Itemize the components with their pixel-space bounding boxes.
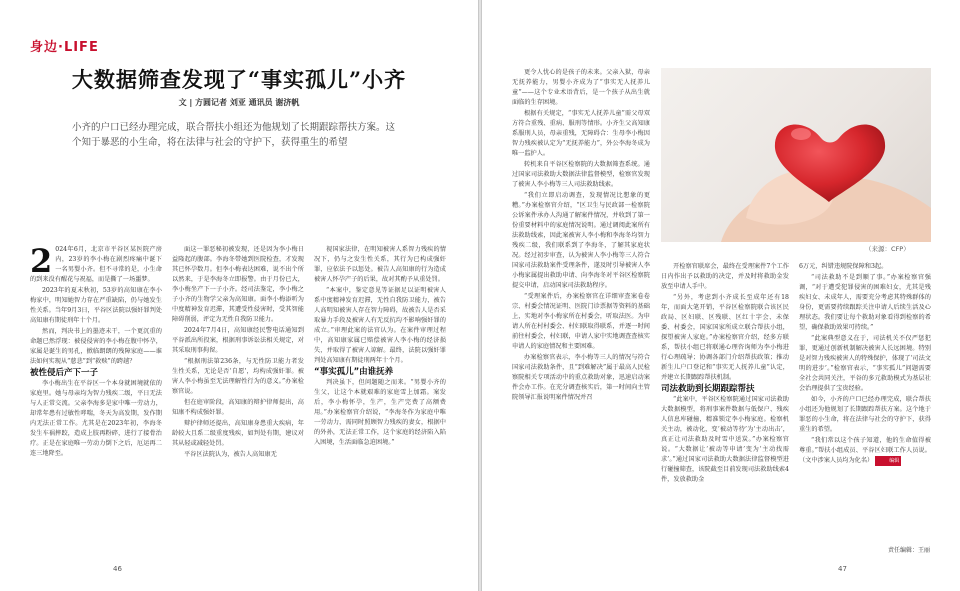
paragraph: “此案典型意义在于，司法机关不仅严惩犯罪，更通过创新机制解决被害人长远困境。特别是对智力残疾被害人的特殊保护，体现了‘司法文明的进步’。”检察官表示，“事实孤儿”问题需要全社会共同关注，平谷的多元救助模式为基层社会治理提供了宝贵经验。: [799, 335, 931, 392]
paragraph: 根据有关规定，“事实无人抚养儿童”需父母双方符合重残、重病、服刑等情形。小齐生父高知康系服刑人员，母亲重残，无障碍合：生母李小梅因智力残疾被认定为“无抚养能力”，外公李海冬成为唯一监护人。: [512, 110, 650, 157]
paragraph: 办案检察官表示，李小梅等三人的情况与符合国家司法救助条件，且“到难解决”属于最高人民检察院相关专项活动中的重点救助对象，迅速启动案件会办工作。在充分调查核实后，第一时间向主管院领导汇报说明案件情况并召: [512, 354, 650, 401]
paragraph: “我们立即启动调查，发现情况比想象的更糟。”办案检察官介绍，“区卫生与民政部一检察院公诉案件承办人沟通了解案件情况，并收到了第一份重要材料中的家庭情况说明。通过调阅此案所有法救助线索，因此案被害人李小梅和李海冬均智力残疾二级，我们联系到了李海冬，了解其家庭状况。经过初步审查，认为被害人李小梅等三人符合国家司法救助案件受理条件，遂及时引导被害人李小梅家属提出救助申请、向李海冬对平谷区检察院提交申请，启动国家司法救助程序。: [512, 192, 650, 289]
paragraph: 2024年7月4日，高知康经民警电话通知到平谷派出所投案，根据刑事诉讼法相关规定，对其采取刑事拘留。: [172, 327, 304, 354]
photo-baby-hand-heart: [661, 68, 931, 242]
subheading: 司法救助到长期跟踪帮扶: [661, 384, 755, 394]
left-column-3: [314, 245, 446, 449]
paragraph: 面这一罪恶秘初被发现，还是因为李小梅日益隆起的腹部。李海冬带她到医院检查，才发现其已怀孕数月。但李小梅表达困难，说不出个所以然来，于是李海冬立即报警。由于月份已大，李小梅坐产下一子小齐。经司法鉴定，李小梅之子小齐的生物学父亲为高知康。面李小梅添听为中度精神发育迟滞，其遭受性侵害时，受其智能障碍削弱，评定为无性自我防卫能力。: [172, 246, 304, 323]
paragraph: “受理案件后，办案检察官在详细审查案卷卷宗、村委会情况证明、医院门诊票据等资料的基础上，实地对李小梅家所在村委会，听取法医。为申请人所在村村委会、村妇联取得联系，并逐一时间前往村委会，村妇联，申请人家中实地调查查核实申请人的家庭情况和主要困难。: [512, 293, 650, 350]
left-page: [0, 0, 478, 591]
page-number-right: 47: [838, 565, 847, 573]
paragraph: 024年6月，北京市平谷区某医院产房内，23岁的李小梅在剧烈疼痛中诞下一名男婴小齐。但不寻常的是，小生命的到来没有醒花与祝福，而是撕了一场噩梦。: [30, 246, 162, 283]
paragraph: “另外，考虑到小齐成长至成年还有18年，而面大笔开销，平谷区检察院联合该区民政局、区妇联、区残联、区红十字会、未保委、村委会，国家国家所成立联合帮扶小组，探望被害人家庭。”办案检察官介绍，经多方联系，帮扶小组已将联通心理咨询师为李小梅进行心理疏导；协调各部门介绍帮扶政策；推动新生儿户口登记和“事实无人抚养儿童”认定，并建立长期跟踪帮扶机制。: [661, 294, 789, 381]
paragraph: “本案中，鉴定意见等证据足以证明被害人系中度精神发育迟滞，无性自我防卫能力，被告人高明知被害人存在智力障碍，故被告人是否采取暴力手段及被害人有无反抗均不影响强奸罪的成立。”审理此案的法官认为。在案件审理过程中，高知康家属已赔偿被害人李小梅的经济损失，并取得了被害人谅解。最终，法院以强奸罪判处高知康有期徒刑两年十个月。: [314, 287, 446, 364]
paragraph: “我们常以这个孩子知道，他的生命值得被尊重。”帮扶小组成员、平谷区妇联工作人员说。（文中涉案人员均为化名）: [799, 437, 931, 464]
paragraph: 然而，判决书上的墨迹未干，一个更沉重的命题已然浮现：被侵侵害的李小梅在腹中怀孕，家属是诞生的男孔，掀临朗朗的残障家庭——谁法如何实现从“慈悲”到“救赎”的跨越？: [30, 328, 162, 365]
paragraph: 李小梅出生在平谷区一个本身就困境就依的家庭里。她与母亲均为智力残疾二级，平日无法与人正常交流。父亲李海多是家中唯一劳动力，却常年患有过敏性哮喘，冬天为高发期，发作期内无法正常工作。尤其是在2023年初，李海冬发生车祸摔跤，造成上肢再粉碎，进行了接骨治疗。正是在家庭唯一劳动力倒下之后，厄运再二连三地降至。: [30, 380, 162, 457]
paragraph: 平谷区法院认为，被告人高知康无: [184, 451, 277, 458]
page-number-left: 46: [113, 565, 122, 573]
paragraph: 视国家法律，在明知被害人系智力残疾的情况下，仍与之发生性关系，其行为已构成强奸罪，应依法予以惩处。被告人高知康的行为造成被害人怀孕产子的后果，故对其酌予从重处罚。: [314, 246, 446, 283]
left-column-2: [172, 245, 304, 461]
paragraph: 辩护律师还提出，高知康身患重大疾病，年龄较大且系二级重度残疾，如判处有期，建议对其从轻或减轻处罚。: [172, 420, 304, 447]
end-mark: 编辑: [875, 456, 901, 466]
photo-credit: （来源：CFP）: [865, 245, 910, 253]
paragraph: 开检察官联席会，最终在受理案件7个工作日内作出予以救助的决定，并及时将救助金发放至申请人手中。: [661, 263, 789, 290]
section-header: 身边·LIFE: [30, 40, 99, 55]
paragraph: 转机来自平谷区检察院的大数据筛查系统。通过国家司法救助大数据法律监督模型，检察官发现了被害人李小梅等三人司法救助线索。: [512, 161, 650, 188]
paragraph: “司法救助不是到顺了事。”办案检察官强调，“对于遭受犯罪侵害的困难妇女，尤其是残疾妇女、未成年人，需要充分考虑其特殊群体的身份，更需要持续跟踪关注申请人后续生活及心理状态。我们要让每个救助对象看得到检察的希望，确保救助效果可持续。”: [799, 274, 931, 331]
article-title: 大数据筛查发现了“事实孤儿”小齐: [71, 67, 407, 92]
responsible-editor: 责任编辑：王丽: [887, 547, 930, 554]
paragraph: 但在庭审阶段，高知康的辩护律师提出，高知康不构成强奸罪。: [172, 399, 304, 416]
subheading: “事实孤儿”由谁抚养: [314, 367, 394, 377]
paragraph: “根据刑法第236条，与无性防卫能力者发生性关系，无论是否‘自愿’，均构成强奸罪。被害人李小梅虽至无法理解性行为的意义。”办案检察官说。: [172, 358, 304, 395]
right-page: [482, 0, 960, 591]
article-byline: 文 | 方圆记者 刘亚 通讯员 谢济帆: [178, 98, 300, 107]
right-column-3: [799, 262, 931, 467]
paragraph: 2023年的夏末秋初，53岁的高知康在李小梅家中，明知她智力存在严重缺陷，仍与她发生性关系。当年9月3日，平谷区法院以强奸罪判处高知康有期徒刑年十个月。: [30, 287, 162, 324]
article-lead: 小齐的户口已经办理完成，联合帮扶小组还为他规划了长期跟踪帮扶方案。这个知于暴恶的小生命，将在法律与社会的守护下，获得重生的希望: [72, 122, 396, 148]
hand-heart-illustration: [661, 68, 931, 242]
subheading: 被性侵后产下一子: [30, 368, 99, 378]
paragraph: 判决虽下，但问题随之而来。“男婴小齐的生父，让这个本就艰难的家庭雪上加霜。案发后，李小梅怀孕，生产，生产完费了高额费用。”办案检察官介绍说，“李海冬作为家庭中唯一劳动力，需同时照顾智力残疾的妻女，根据中的外孙，无法正常工作，这个家庭的经济陷入陷入困境，生活面临急迫困境。”: [314, 379, 446, 446]
paragraph: 更令人忧心的是孩子的未来。父亲入狱，母亲无抚养能力，男婴小齐成为了“事实无人抚养儿童”——这个专业术语背后，是一个孩子从出生就面临的生存困境。: [512, 69, 650, 106]
right-column-2: [661, 262, 789, 486]
drop-cap: 2: [30, 242, 53, 280]
left-column-1: [30, 242, 162, 460]
right-column-1: [512, 68, 650, 404]
paragraph: 如今，小齐的户口已经办理完成，联合帮扶小组还为他规划了长期跟踪帮扶方案。这个地于罪恶的小生命，将在法律与社会的守护下，获得重生的希望。: [799, 396, 931, 433]
paragraph: “此案中，平谷区检察院通过国家司法救助大数据模型，将刑事案件数据与低保户、残疾人信息库碰撞，精准锁定李小梅家庭。检察机关主动，被动化，变‘被动等待’为‘主动出击’，真正让司法救助及时雪中送炭。”办案检察官说。“大数据让‘被动等申请’变为‘主动找需求’。”通过国家司法救助大数据法律监督模型进行碰撞筛查，该院截至目前发现司法救助线索4件，发放救助金: [661, 396, 789, 483]
paragraph: 6万元，纠错违规院保障和3起。: [799, 263, 888, 270]
